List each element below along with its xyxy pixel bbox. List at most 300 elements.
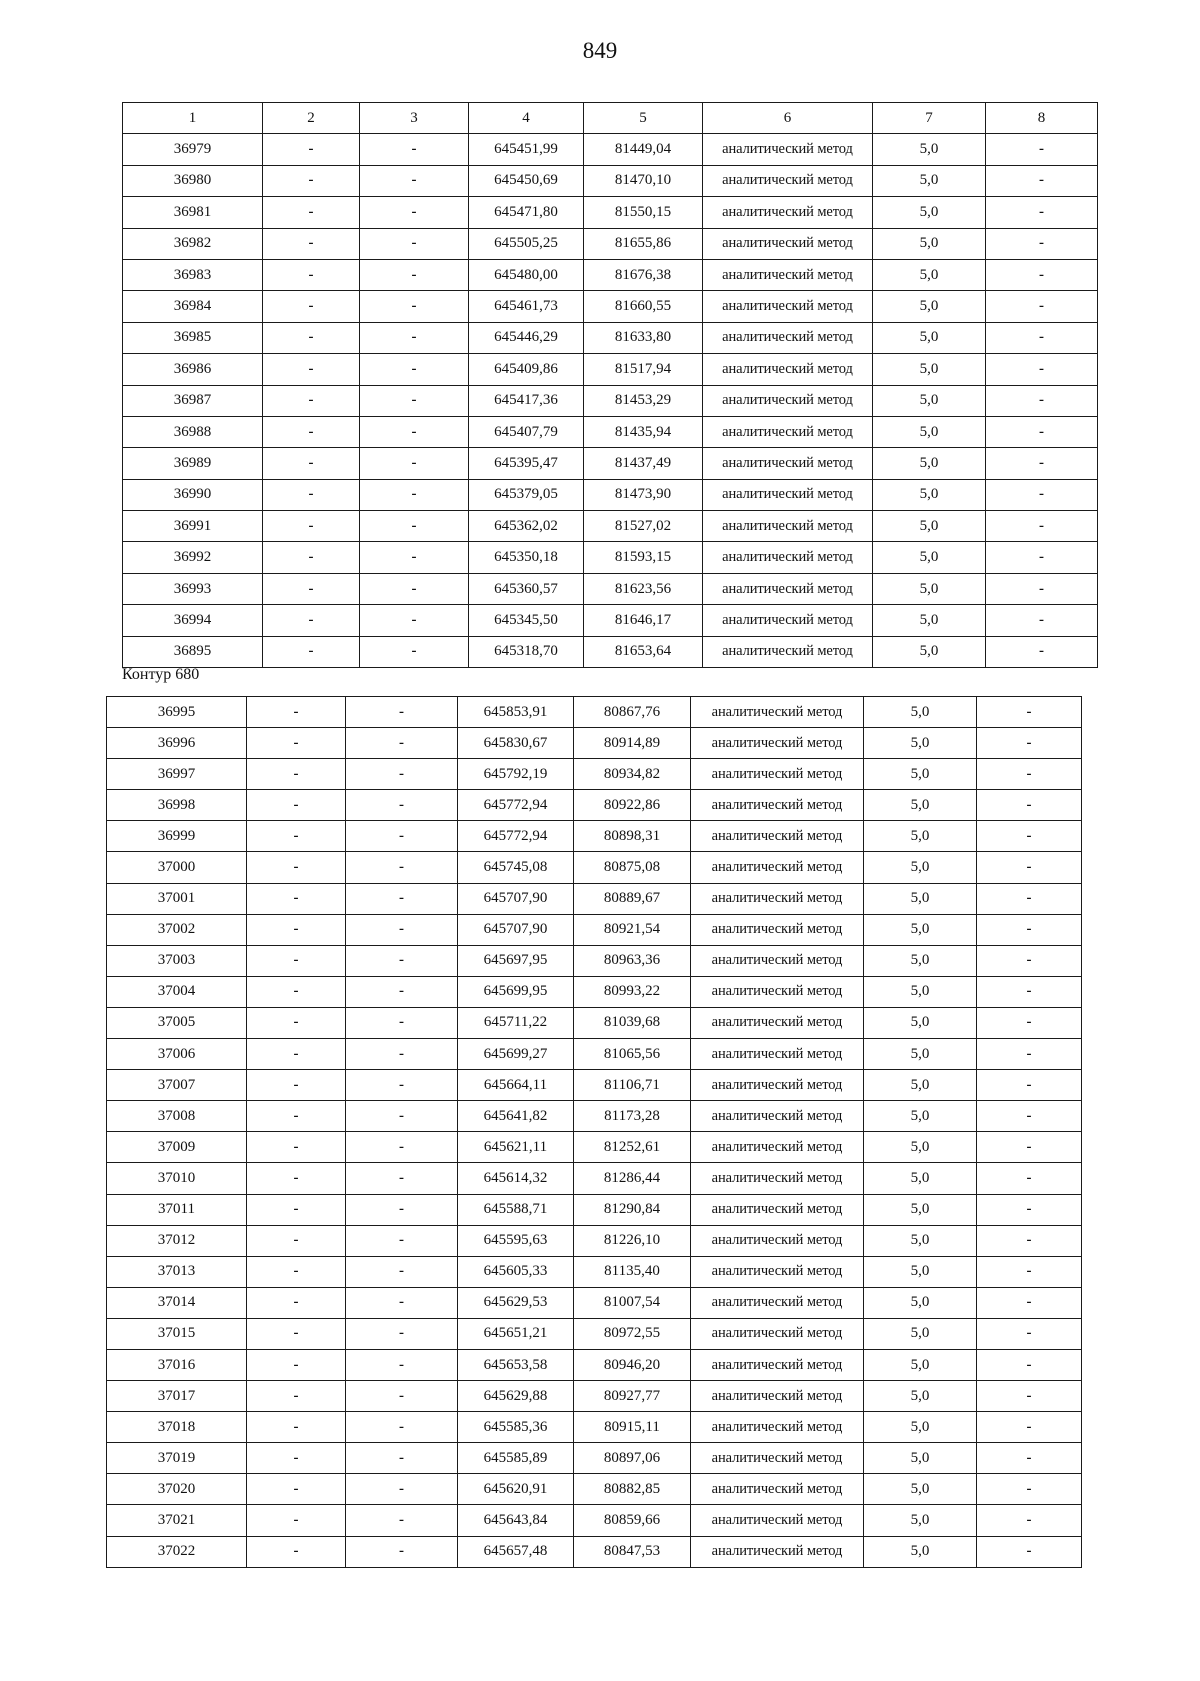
- table-cell: 645621,11: [458, 1132, 574, 1163]
- table-cell: -: [986, 542, 1098, 573]
- table-cell: 81135,40: [574, 1256, 691, 1287]
- table-cell: 5,0: [864, 1194, 977, 1225]
- table-row: [107, 1225, 1082, 1256]
- table-row: [107, 1318, 1082, 1349]
- table-cell: 645711,22: [458, 1007, 574, 1038]
- table-cell: 37008: [107, 1101, 247, 1132]
- table-cell: 37015: [107, 1318, 247, 1349]
- table-cell: -: [360, 479, 469, 510]
- table-cell: 37001: [107, 883, 247, 914]
- table-cell: аналитический метод: [691, 1443, 864, 1474]
- table-cell: аналитический метод: [691, 1474, 864, 1505]
- table-cell: 36998: [107, 790, 247, 821]
- table-cell: -: [977, 1132, 1082, 1163]
- table-cell: -: [346, 1474, 458, 1505]
- table-cell: аналитический метод: [691, 1163, 864, 1194]
- table-cell: -: [346, 1318, 458, 1349]
- table-cell: -: [247, 1225, 346, 1256]
- table-cell: -: [247, 1381, 346, 1412]
- table-cell: -: [986, 322, 1098, 353]
- table-cell: -: [346, 790, 458, 821]
- table-cell: 645585,36: [458, 1412, 574, 1443]
- table-cell: 5,0: [864, 1349, 977, 1380]
- table-cell: -: [346, 1256, 458, 1287]
- table-cell: 36995: [107, 697, 247, 728]
- table-cell: 81173,28: [574, 1101, 691, 1132]
- table-cell: 81435,94: [584, 416, 703, 447]
- table-cell: 645697,95: [458, 945, 574, 976]
- table-cell: -: [977, 1039, 1082, 1070]
- table-cell: аналитический метод: [703, 259, 873, 290]
- table-cell: 5,0: [864, 1225, 977, 1256]
- table-cell: 80972,55: [574, 1318, 691, 1349]
- table-cell: -: [263, 165, 360, 196]
- table-cell: 5,0: [873, 636, 986, 667]
- table-cell: 80963,36: [574, 945, 691, 976]
- table-cell: 37000: [107, 852, 247, 883]
- table-cell: 36991: [123, 511, 263, 542]
- table-row: [107, 1039, 1082, 1070]
- table-cell: 5,0: [873, 165, 986, 196]
- table-cell: 37009: [107, 1132, 247, 1163]
- table-cell: -: [977, 1412, 1082, 1443]
- table-cell: 81226,10: [574, 1225, 691, 1256]
- table-cell: 5,0: [873, 416, 986, 447]
- table-cell: 81633,80: [584, 322, 703, 353]
- page-number: 849: [582, 38, 618, 63]
- table-cell: 645830,67: [458, 728, 574, 759]
- table-cell: аналитический метод: [691, 1070, 864, 1101]
- table-row: [107, 1256, 1082, 1287]
- table-cell: -: [977, 1505, 1082, 1536]
- table-cell: аналитический метод: [703, 416, 873, 447]
- table-cell: аналитический метод: [691, 883, 864, 914]
- table-cell: -: [346, 759, 458, 790]
- table-cell: 645745,08: [458, 852, 574, 883]
- table-cell: 36986: [123, 354, 263, 385]
- coordinates-table-bottom: [106, 696, 1082, 1568]
- table-cell: 5,0: [864, 883, 977, 914]
- table-cell: -: [360, 416, 469, 447]
- table-cell: 5,0: [873, 259, 986, 290]
- table-row: [107, 1132, 1082, 1163]
- table-row: [123, 134, 1098, 165]
- table-cell: 37002: [107, 914, 247, 945]
- table-cell: -: [977, 759, 1082, 790]
- table-cell: 5,0: [864, 821, 977, 852]
- table-cell: 81517,94: [584, 354, 703, 385]
- table-cell: 5,0: [864, 1412, 977, 1443]
- table-cell: аналитический метод: [691, 821, 864, 852]
- table-cell: 80867,76: [574, 697, 691, 728]
- table-cell: 645318,70: [469, 636, 584, 667]
- table-cell: 5,0: [864, 976, 977, 1007]
- table-cell: 645461,73: [469, 291, 584, 322]
- table-cell: 5,0: [873, 134, 986, 165]
- table-cell: -: [247, 1287, 346, 1318]
- table-cell: -: [263, 511, 360, 542]
- table-cell: 81106,71: [574, 1070, 691, 1101]
- table-row: [107, 1412, 1082, 1443]
- table-cell: -: [247, 852, 346, 883]
- table-cell: -: [346, 1536, 458, 1567]
- column-header: 7: [873, 103, 986, 134]
- table-cell: -: [977, 1163, 1082, 1194]
- column-header: 5: [584, 103, 703, 134]
- table-cell: -: [977, 1443, 1082, 1474]
- table-cell: -: [263, 259, 360, 290]
- table-cell: -: [977, 790, 1082, 821]
- table-cell: 36985: [123, 322, 263, 353]
- table-cell: 81676,38: [584, 259, 703, 290]
- table-cell: 645614,32: [458, 1163, 574, 1194]
- table-cell: 5,0: [864, 697, 977, 728]
- table-cell: -: [247, 790, 346, 821]
- table-cell: 81473,90: [584, 479, 703, 510]
- table-cell: -: [346, 852, 458, 883]
- table-cell: 5,0: [864, 1256, 977, 1287]
- table-cell: -: [977, 976, 1082, 1007]
- table-cell: аналитический метод: [691, 728, 864, 759]
- table-cell: -: [986, 165, 1098, 196]
- table-cell: аналитический метод: [691, 1505, 864, 1536]
- table-cell: -: [247, 1474, 346, 1505]
- table-cell: 5,0: [864, 1101, 977, 1132]
- table-row: [123, 573, 1098, 604]
- table-row: [107, 1287, 1082, 1318]
- table-row: [107, 945, 1082, 976]
- table-cell: аналитический метод: [691, 759, 864, 790]
- table-cell: -: [986, 416, 1098, 447]
- table-cell: -: [247, 1443, 346, 1474]
- table-row: [107, 1163, 1082, 1194]
- table-cell: 36984: [123, 291, 263, 322]
- table-row: [123, 322, 1098, 353]
- table-cell: аналитический метод: [691, 1349, 864, 1380]
- table-cell: -: [263, 448, 360, 479]
- table-cell: 5,0: [864, 1039, 977, 1070]
- table-cell: 645772,94: [458, 790, 574, 821]
- column-header: 4: [469, 103, 584, 134]
- table-row: [107, 759, 1082, 790]
- table-cell: -: [247, 697, 346, 728]
- table-cell: 81437,49: [584, 448, 703, 479]
- table-row: [123, 385, 1098, 416]
- table-cell: -: [977, 697, 1082, 728]
- table-row: [107, 914, 1082, 945]
- table-row: [123, 636, 1098, 667]
- table-cell: 37022: [107, 1536, 247, 1567]
- table-cell: 36994: [123, 605, 263, 636]
- table-cell: -: [346, 1132, 458, 1163]
- table-row: [107, 1474, 1082, 1505]
- table-cell: аналитический метод: [703, 165, 873, 196]
- table-cell: аналитический метод: [691, 1194, 864, 1225]
- table-cell: 80847,53: [574, 1536, 691, 1567]
- table-cell: 645664,11: [458, 1070, 574, 1101]
- table-cell: -: [986, 636, 1098, 667]
- table-cell: 5,0: [873, 385, 986, 416]
- table-cell: 81550,15: [584, 197, 703, 228]
- table-cell: 645657,48: [458, 1536, 574, 1567]
- table-cell: 36983: [123, 259, 263, 290]
- table-cell: -: [247, 1349, 346, 1380]
- table-cell: 80882,85: [574, 1474, 691, 1505]
- table-cell: 37013: [107, 1256, 247, 1287]
- table-cell: 36996: [107, 728, 247, 759]
- table-cell: 645451,99: [469, 134, 584, 165]
- table-row: [107, 1349, 1082, 1380]
- table-cell: -: [977, 1536, 1082, 1567]
- table-cell: 80898,31: [574, 821, 691, 852]
- table-cell: 36895: [123, 636, 263, 667]
- table-cell: -: [986, 385, 1098, 416]
- table-cell: 645471,80: [469, 197, 584, 228]
- header-row: [123, 103, 1098, 134]
- table-cell: 80993,22: [574, 976, 691, 1007]
- table-cell: 36990: [123, 479, 263, 510]
- table-cell: -: [247, 759, 346, 790]
- table-cell: -: [360, 542, 469, 573]
- table-cell: -: [247, 728, 346, 759]
- table-cell: -: [977, 1287, 1082, 1318]
- table-row: [107, 852, 1082, 883]
- table-cell: 80897,06: [574, 1443, 691, 1474]
- table-cell: 645480,00: [469, 259, 584, 290]
- table-cell: аналитический метод: [691, 1225, 864, 1256]
- table-cell: 645641,82: [458, 1101, 574, 1132]
- table-cell: -: [346, 728, 458, 759]
- table-cell: -: [247, 1163, 346, 1194]
- table-cell: 645379,05: [469, 479, 584, 510]
- table-cell: -: [247, 883, 346, 914]
- table-cell: 80915,11: [574, 1412, 691, 1443]
- table-cell: 645395,47: [469, 448, 584, 479]
- table-cell: -: [977, 1256, 1082, 1287]
- table-cell: -: [360, 291, 469, 322]
- table-row: [123, 511, 1098, 542]
- table-cell: -: [977, 945, 1082, 976]
- table-cell: 37005: [107, 1007, 247, 1038]
- table-cell: 80859,66: [574, 1505, 691, 1536]
- table-cell: 36982: [123, 228, 263, 259]
- table-row: [123, 259, 1098, 290]
- table-cell: 645450,69: [469, 165, 584, 196]
- table-row: [107, 821, 1082, 852]
- table-cell: 5,0: [873, 542, 986, 573]
- table-cell: 81252,61: [574, 1132, 691, 1163]
- column-header: 1: [123, 103, 263, 134]
- table-cell: -: [263, 228, 360, 259]
- table-row: [107, 697, 1082, 728]
- table-cell: 5,0: [873, 354, 986, 385]
- table-cell: -: [986, 197, 1098, 228]
- table-cell: -: [977, 1318, 1082, 1349]
- table-cell: 645360,57: [469, 573, 584, 604]
- table-cell: 36988: [123, 416, 263, 447]
- table-cell: -: [977, 1474, 1082, 1505]
- table-cell: 5,0: [864, 1443, 977, 1474]
- table-cell: 645707,90: [458, 914, 574, 945]
- table-cell: 5,0: [864, 852, 977, 883]
- table-cell: 81660,55: [584, 291, 703, 322]
- table-cell: 81623,56: [584, 573, 703, 604]
- table-cell: -: [346, 1443, 458, 1474]
- table-cell: -: [360, 228, 469, 259]
- table-row: [107, 1505, 1082, 1536]
- table-cell: -: [346, 697, 458, 728]
- table-cell: 37012: [107, 1225, 247, 1256]
- table-cell: 645792,19: [458, 759, 574, 790]
- table-cell: 80934,82: [574, 759, 691, 790]
- table-cell: 645772,94: [458, 821, 574, 852]
- table-cell: -: [263, 385, 360, 416]
- table-cell: 36999: [107, 821, 247, 852]
- table-cell: аналитический метод: [691, 1318, 864, 1349]
- table-row: [123, 197, 1098, 228]
- table-row: [123, 416, 1098, 447]
- table-cell: аналитический метод: [691, 914, 864, 945]
- table-cell: 5,0: [864, 1474, 977, 1505]
- table-cell: 645595,63: [458, 1225, 574, 1256]
- table-cell: -: [977, 1007, 1082, 1038]
- table-cell: 5,0: [864, 1163, 977, 1194]
- table-cell: 5,0: [873, 228, 986, 259]
- table-cell: -: [977, 914, 1082, 945]
- table-row: [107, 1443, 1082, 1474]
- table-cell: 645409,86: [469, 354, 584, 385]
- table-cell: -: [977, 1070, 1082, 1101]
- table-cell: 80914,89: [574, 728, 691, 759]
- table-cell: -: [986, 479, 1098, 510]
- table-row: [123, 542, 1098, 573]
- table-cell: 37018: [107, 1412, 247, 1443]
- table-cell: 645620,91: [458, 1474, 574, 1505]
- table-row: [107, 1007, 1082, 1038]
- table-cell: -: [247, 1194, 346, 1225]
- table-cell: -: [360, 197, 469, 228]
- table-cell: -: [360, 322, 469, 353]
- table-cell: -: [263, 416, 360, 447]
- column-header: 8: [986, 103, 1098, 134]
- table-cell: аналитический метод: [703, 385, 873, 416]
- table-cell: аналитический метод: [691, 1536, 864, 1567]
- table-cell: -: [977, 1349, 1082, 1380]
- table-cell: -: [346, 1505, 458, 1536]
- table-cell: 37004: [107, 976, 247, 1007]
- table-cell: 5,0: [864, 945, 977, 976]
- table-cell: 36992: [123, 542, 263, 573]
- coordinates-table-top: [122, 102, 1098, 668]
- column-header: 3: [360, 103, 469, 134]
- table-cell: 5,0: [864, 1070, 977, 1101]
- table-cell: 36981: [123, 197, 263, 228]
- table-cell: -: [346, 1163, 458, 1194]
- table-cell: 81593,15: [584, 542, 703, 573]
- table-cell: 645417,36: [469, 385, 584, 416]
- table-cell: 645653,58: [458, 1349, 574, 1380]
- table-row: [107, 728, 1082, 759]
- table-cell: -: [247, 976, 346, 1007]
- table-cell: -: [263, 322, 360, 353]
- table-cell: 645643,84: [458, 1505, 574, 1536]
- table-cell: -: [977, 1381, 1082, 1412]
- table-cell: -: [247, 1318, 346, 1349]
- table-cell: -: [977, 852, 1082, 883]
- table-cell: аналитический метод: [703, 291, 873, 322]
- table-cell: 36989: [123, 448, 263, 479]
- table-cell: аналитический метод: [703, 354, 873, 385]
- table-cell: 37010: [107, 1163, 247, 1194]
- table-cell: 645707,90: [458, 883, 574, 914]
- table-cell: -: [977, 821, 1082, 852]
- table-cell: 5,0: [864, 1007, 977, 1038]
- table-cell: -: [346, 945, 458, 976]
- table-cell: -: [247, 1256, 346, 1287]
- table-cell: 5,0: [873, 197, 986, 228]
- table-row: [107, 976, 1082, 1007]
- table-cell: -: [346, 914, 458, 945]
- table-row: [107, 1194, 1082, 1225]
- table-cell: 645446,29: [469, 322, 584, 353]
- column-header: 6: [703, 103, 873, 134]
- table-row: [123, 165, 1098, 196]
- table-cell: 645651,21: [458, 1318, 574, 1349]
- table-cell: -: [263, 354, 360, 385]
- table-row: [107, 790, 1082, 821]
- table-row: [107, 1070, 1082, 1101]
- table-cell: 5,0: [873, 605, 986, 636]
- table-cell: аналитический метод: [691, 1287, 864, 1318]
- table-cell: -: [263, 605, 360, 636]
- table-cell: 5,0: [873, 573, 986, 604]
- table-cell: -: [346, 976, 458, 1007]
- table-cell: аналитический метод: [691, 1101, 864, 1132]
- table-cell: -: [986, 448, 1098, 479]
- table-cell: 80922,86: [574, 790, 691, 821]
- table-cell: 645605,33: [458, 1256, 574, 1287]
- table-row: [123, 354, 1098, 385]
- table-cell: -: [360, 605, 469, 636]
- table-cell: 80927,77: [574, 1381, 691, 1412]
- table-cell: -: [346, 1194, 458, 1225]
- table-row: [107, 883, 1082, 914]
- table-cell: 81290,84: [574, 1194, 691, 1225]
- table-cell: 645853,91: [458, 697, 574, 728]
- table-cell: 5,0: [864, 728, 977, 759]
- table-cell: 5,0: [873, 479, 986, 510]
- table-cell: 37019: [107, 1443, 247, 1474]
- table-cell: аналитический метод: [703, 479, 873, 510]
- table-cell: 36979: [123, 134, 263, 165]
- table-cell: -: [346, 1101, 458, 1132]
- table-cell: -: [360, 354, 469, 385]
- table-cell: 36993: [123, 573, 263, 604]
- table-cell: -: [986, 259, 1098, 290]
- table-cell: 5,0: [864, 1287, 977, 1318]
- table-cell: аналитический метод: [703, 228, 873, 259]
- table-cell: аналитический метод: [691, 790, 864, 821]
- table-cell: 81065,56: [574, 1039, 691, 1070]
- table-cell: -: [346, 821, 458, 852]
- table-cell: -: [986, 511, 1098, 542]
- table-row: [123, 605, 1098, 636]
- table-cell: -: [977, 1225, 1082, 1256]
- table-cell: -: [247, 1070, 346, 1101]
- table-cell: 645588,71: [458, 1194, 574, 1225]
- table-cell: -: [977, 728, 1082, 759]
- table-cell: 80889,67: [574, 883, 691, 914]
